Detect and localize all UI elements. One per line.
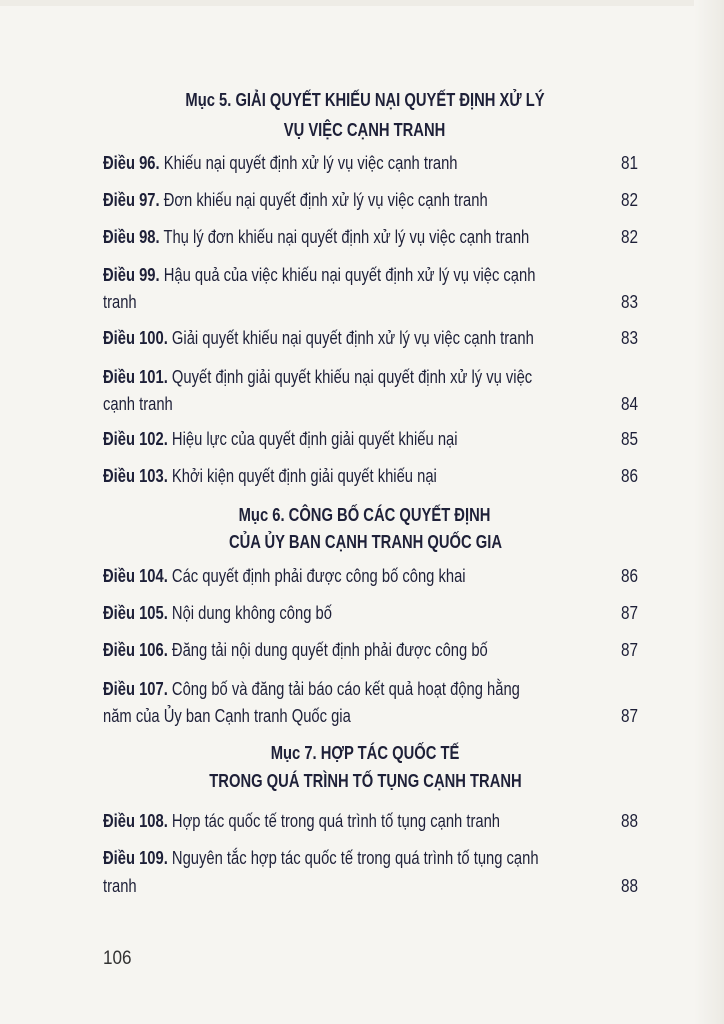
toc-entry-line[interactable]	[103, 706, 351, 727]
article-title: cạnh tranh	[103, 394, 173, 414]
article-label: Điều 98.	[103, 227, 160, 247]
toc-page-number: 88	[620, 811, 638, 831]
article-label: Điều 106.	[103, 640, 168, 660]
article-title: tranh	[103, 292, 137, 312]
toc-page-number: 86	[620, 466, 638, 486]
toc-entry-line[interactable]	[103, 466, 437, 487]
toc-entry-line[interactable]	[103, 848, 539, 869]
toc-page-number: 85	[620, 429, 638, 449]
section-heading-text: CỦA ỦY BAN CẠNH TRANH QUỐC GIA	[228, 532, 502, 552]
toc-entry-line[interactable]	[103, 640, 488, 661]
toc-page-number: 81	[620, 153, 638, 173]
article-title: Hiệu lực của quyết định giải quyết khiếu nại	[171, 429, 458, 449]
article-label: Điều 104.	[103, 566, 168, 586]
article-title: Các quyết định phải được công bố công khai	[171, 566, 466, 586]
article-label: Điều 103.	[103, 466, 168, 486]
toc-entry-line[interactable]	[103, 429, 458, 450]
toc-entry-line[interactable]	[103, 190, 488, 211]
section-heading	[0, 505, 724, 526]
article-label: Điều 107.	[103, 679, 168, 699]
toc-page-number: 87	[620, 706, 638, 726]
article-title: Khiếu nại quyết định xử lý vụ việc cạnh tranh	[163, 153, 458, 173]
section-heading-text: TRONG QUÁ TRÌNH TỐ TỤNG CẠNH TRANH	[208, 771, 522, 791]
toc-page-number: 86	[620, 566, 638, 586]
section-heading-text: Mục 7. HỢP TÁC QUỐC TẾ	[270, 743, 460, 763]
toc-entry-line[interactable]	[103, 566, 466, 587]
article-title: Quyết định giải quyết khiếu nại quyết định xử lý vụ việc	[171, 367, 533, 387]
article-label: Điều 101.	[103, 367, 168, 387]
toc-page-number: 83	[620, 292, 638, 312]
section-heading	[0, 771, 724, 792]
article-label: Điều 102.	[103, 429, 168, 449]
toc-page-number: 87	[620, 640, 638, 660]
section-heading	[0, 532, 724, 553]
section-heading-text: VỤ VIỆC CẠNH TRANH	[284, 120, 446, 140]
toc-page-number: 83	[620, 328, 638, 348]
toc-page-number: 84	[620, 394, 638, 414]
toc-entry-line[interactable]	[103, 394, 173, 415]
article-title: Khởi kiện quyết định giải quyết khiếu nại	[171, 466, 437, 486]
toc-entry-line[interactable]	[103, 153, 457, 174]
toc-entry-line[interactable]	[103, 227, 529, 248]
article-label: Điều 100.	[103, 328, 168, 348]
section-heading-text: Mục 5. GIẢI QUYẾT KHIẾU NẠI QUYẾT ĐỊNH XỬ LÝ	[185, 90, 545, 110]
article-label: Điều 109.	[103, 848, 168, 868]
toc-entry-line[interactable]	[103, 292, 137, 313]
article-title: Nội dung không công bố	[171, 603, 332, 623]
article-title: Hậu quả của việc khiếu nại quyết định xử lý vụ việc cạnh	[163, 265, 536, 285]
toc-entry-line[interactable]	[103, 265, 535, 286]
scan-top-edge	[0, 0, 724, 6]
article-title: Công bố và đăng tải báo cáo kết quả hoạt động hằng	[171, 679, 520, 699]
toc-entry-line[interactable]	[103, 367, 532, 388]
article-label: Điều 96.	[103, 153, 160, 173]
toc-page-number: 82	[620, 190, 638, 210]
article-title: tranh	[103, 876, 137, 896]
toc-entry-line[interactable]	[103, 603, 332, 624]
toc-page-number: 82	[620, 227, 638, 247]
page-number: 106	[103, 948, 132, 969]
section-heading-text: Mục 6. CÔNG BỐ CÁC QUYẾT ĐỊNH	[239, 505, 491, 525]
section-heading	[0, 743, 724, 764]
article-title: Thụ lý đơn khiếu nại quyết định xử lý vụ việc cạnh tranh	[163, 227, 530, 247]
section-heading	[0, 120, 724, 141]
toc-entry-line[interactable]	[103, 811, 500, 832]
section-heading	[0, 90, 724, 111]
toc-page-number: 87	[620, 603, 638, 623]
article-title: Hợp tác quốc tế trong quá trình tố tụng cạnh tranh	[171, 811, 500, 831]
article-label: Điều 99.	[103, 265, 160, 285]
article-label: Điều 105.	[103, 603, 168, 623]
article-title: Nguyên tắc hợp tác quốc tế trong quá trình tố tụng cạnh	[171, 848, 539, 868]
article-title: năm của Ủy ban Cạnh tranh Quốc gia	[103, 706, 351, 726]
toc-entry-line[interactable]	[103, 679, 520, 700]
toc-entry-line[interactable]	[103, 328, 534, 349]
article-title: Giải quyết khiếu nại quyết định xử lý vụ việc cạnh tranh	[171, 328, 534, 348]
toc-page-number: 88	[620, 876, 638, 896]
toc-entry-line[interactable]	[103, 876, 137, 897]
article-title: Đăng tải nội dung quyết định phải được công bố	[171, 640, 488, 660]
article-title: Đơn khiếu nại quyết định xử lý vụ việc cạnh tranh	[163, 190, 488, 210]
article-label: Điều 97.	[103, 190, 160, 210]
article-label: Điều 108.	[103, 811, 168, 831]
